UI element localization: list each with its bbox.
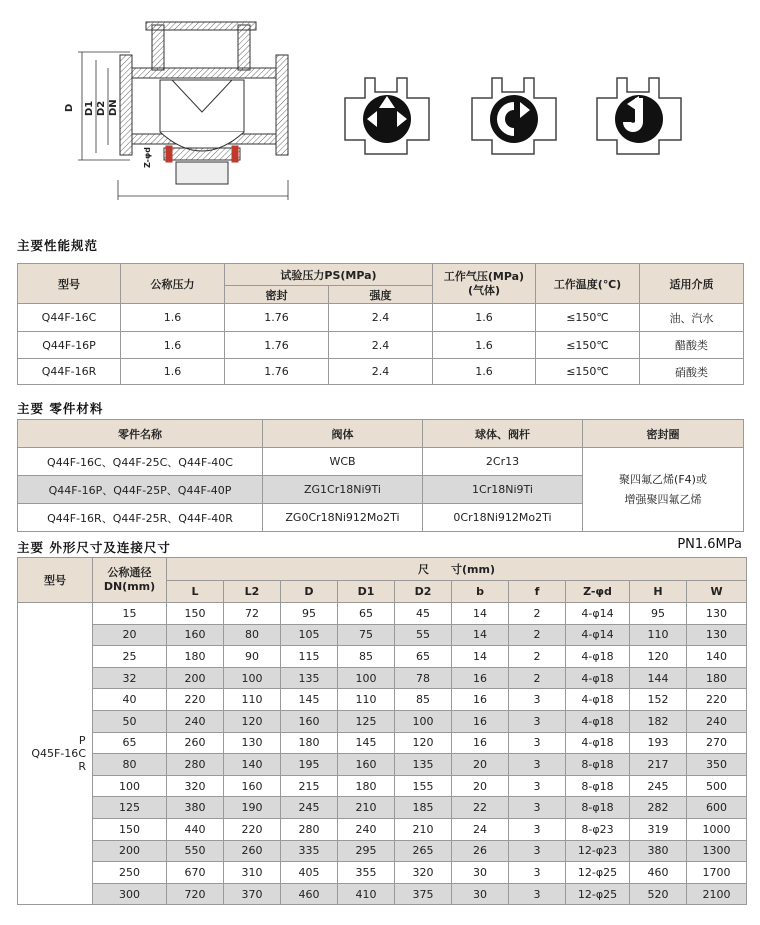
dims-cell: 320: [395, 862, 452, 884]
dims-header-dn-line2: DN(mm): [103, 580, 156, 593]
dims-cell: 3: [509, 710, 566, 732]
dims-dn-cell: 250: [93, 862, 167, 884]
dims-cell: 100: [224, 667, 281, 689]
dims-cell: 240: [338, 818, 395, 840]
dims-dn-cell: 20: [93, 624, 167, 646]
dims-cell: 380: [167, 797, 224, 819]
dims-cell: 260: [167, 732, 224, 754]
perf-header-seal: 密封: [225, 286, 329, 304]
parts-header-name: 零件名称: [18, 420, 263, 448]
dims-cell: 319: [630, 818, 687, 840]
dims-cell: 144: [630, 667, 687, 689]
dims-cell: 100: [338, 667, 395, 689]
dims-cell: 95: [281, 603, 338, 625]
performance-section-title: 主要性能规范: [17, 238, 99, 253]
dims-cell: 190: [224, 797, 281, 819]
parts-seal-line2: 增强聚四氟乙烯: [624, 492, 702, 506]
dims-cell: 180: [167, 646, 224, 668]
perf-header-strength: 强度: [329, 286, 433, 304]
dims-col-header: D1: [338, 581, 395, 603]
valve-drawings: [0, 0, 760, 230]
dims-cell: 3: [509, 754, 566, 776]
perf-cell: ≤150℃: [536, 359, 640, 385]
table-row: [18, 624, 747, 646]
dims-cell: 282: [630, 797, 687, 819]
parts-header-ball: 球体、阀杆: [423, 420, 583, 448]
dims-cell: 120: [630, 646, 687, 668]
dims-cell: 4-φ14: [566, 603, 630, 625]
parts-cell: Q44F-16C、Q44F-25C、Q44F-40C: [18, 448, 263, 476]
dims-cell: 1000: [687, 818, 747, 840]
dims-cell: 200: [167, 667, 224, 689]
flow-diagram-2: [472, 78, 556, 154]
dims-header-size: 尺 寸(mm): [167, 558, 747, 581]
dims-cell: 135: [281, 667, 338, 689]
dims-cell: 460: [630, 862, 687, 884]
performance-table: [17, 263, 744, 385]
dims-header-dn-line1: 公称通径: [107, 566, 152, 579]
parts-section-title: 主要 零件材料: [17, 401, 104, 416]
dims-cell: 22: [452, 797, 509, 819]
dims-cell: 155: [395, 775, 452, 797]
dims-cell: 130: [224, 732, 281, 754]
perf-cell: Q44F-16C: [18, 304, 121, 332]
perf-header-gas-line2: (气体): [467, 283, 501, 297]
dim-label-d1: D1: [84, 100, 95, 116]
dims-cell: 3: [509, 883, 566, 905]
perf-cell: 1.6: [433, 359, 536, 385]
dims-cell: 3: [509, 732, 566, 754]
dims-cell: 245: [281, 797, 338, 819]
table-row: [18, 754, 747, 776]
dims-cell: 145: [281, 689, 338, 711]
dims-cell: 45: [395, 603, 452, 625]
dims-cell: 20: [452, 754, 509, 776]
table-row: [18, 304, 744, 332]
dims-dn-cell: 80: [93, 754, 167, 776]
table-row: [18, 646, 747, 668]
dims-cell: 120: [395, 732, 452, 754]
dims-cell: 24: [452, 818, 509, 840]
dims-cell: 265: [395, 840, 452, 862]
table-row: [18, 689, 747, 711]
dims-dn-cell: 125: [93, 797, 167, 819]
perf-header-gas-line1: 工作气压(MPa): [443, 269, 525, 283]
dims-cell: 110: [338, 689, 395, 711]
dims-cell: 215: [281, 775, 338, 797]
perf-cell: 油、汽水: [640, 304, 744, 332]
dims-cell: 193: [630, 732, 687, 754]
table-row: [18, 332, 744, 359]
dims-cell: 240: [687, 710, 747, 732]
dim-label-d2: D2: [96, 100, 107, 116]
dims-cell: 125: [338, 710, 395, 732]
dims-cell: 440: [167, 818, 224, 840]
dims-model-suffix: R: [78, 760, 86, 774]
dims-cell: 130: [687, 624, 747, 646]
dims-cell: 3: [509, 797, 566, 819]
dims-cell: 4-φ18: [566, 689, 630, 711]
parts-cell: 0Cr18Ni912Mo2Ti: [423, 504, 583, 532]
parts-cell: WCB: [263, 448, 423, 476]
dims-col-header: b: [452, 581, 509, 603]
table-row: [18, 797, 747, 819]
dims-dn-cell: 40: [93, 689, 167, 711]
dims-cell: 14: [452, 603, 509, 625]
dims-cell: 210: [338, 797, 395, 819]
dimensions-table: [17, 557, 747, 905]
dims-cell: 550: [167, 840, 224, 862]
dims-cell: 65: [338, 603, 395, 625]
dims-cell: 3: [509, 689, 566, 711]
dims-cell: 320: [167, 775, 224, 797]
dims-cell: 8-φ18: [566, 797, 630, 819]
flow-diagram-3: [597, 78, 681, 154]
dims-cell: 85: [338, 646, 395, 668]
dims-col-header: f: [509, 581, 566, 603]
dims-cell: 110: [224, 689, 281, 711]
dims-cell: 160: [224, 775, 281, 797]
dims-cell: 65: [395, 646, 452, 668]
dims-cell: 160: [281, 710, 338, 732]
table-row: [18, 603, 747, 625]
dims-cell: 160: [167, 624, 224, 646]
dims-cell: 410: [338, 883, 395, 905]
dims-cell: 180: [687, 667, 747, 689]
dims-cell: 3: [509, 775, 566, 797]
dims-col-header: L2: [224, 581, 281, 603]
parts-table: [17, 419, 744, 532]
perf-cell: ≤150℃: [536, 332, 640, 359]
table-row: [18, 732, 747, 754]
perf-cell: 1.6: [121, 332, 225, 359]
table-row: [18, 862, 747, 884]
dims-cell: 350: [687, 754, 747, 776]
dims-dn-cell: 200: [93, 840, 167, 862]
perf-header-medium: 适用介质: [640, 264, 744, 304]
dims-cell: 405: [281, 862, 338, 884]
dims-model-prefix: Q45F-16: [31, 747, 79, 761]
parts-cell: ZG0Cr18Ni912Mo2Ti: [263, 504, 423, 532]
flow-diagram-1: [345, 78, 429, 154]
dims-cell: 95: [630, 603, 687, 625]
perf-cell: 1.6: [433, 332, 536, 359]
dims-cell: 182: [630, 710, 687, 732]
perf-cell: 1.6: [121, 304, 225, 332]
table-row: [18, 818, 747, 840]
dims-col-header: L: [167, 581, 224, 603]
dims-cell: 4-φ14: [566, 624, 630, 646]
dims-cell: 310: [224, 862, 281, 884]
dims-cell: 4-φ18: [566, 710, 630, 732]
dims-cell: 240: [167, 710, 224, 732]
table-row: [18, 710, 747, 732]
dims-cell: 370: [224, 883, 281, 905]
dims-dn-cell: 100: [93, 775, 167, 797]
dims-cell: 160: [338, 754, 395, 776]
dims-cell: 16: [452, 667, 509, 689]
perf-cell: Q44F-16R: [18, 359, 121, 385]
dims-cell: 217: [630, 754, 687, 776]
dims-cell: 26: [452, 840, 509, 862]
perf-cell: 醋酸类: [640, 332, 744, 359]
dims-cell: 2: [509, 667, 566, 689]
pressure-rating: PN1.6MPa: [677, 537, 742, 552]
dims-cell: 135: [395, 754, 452, 776]
dims-cell: 80: [224, 624, 281, 646]
perf-cell: 硝酸类: [640, 359, 744, 385]
dims-cell: 1700: [687, 862, 747, 884]
perf-header-gas: [433, 264, 536, 304]
dims-cell: 220: [224, 818, 281, 840]
parts-cell: 2Cr13: [423, 448, 583, 476]
parts-header-body: 阀体: [263, 420, 423, 448]
table-row: [18, 448, 744, 476]
table-row: [18, 840, 747, 862]
dims-dn-cell: 300: [93, 883, 167, 905]
dims-cell: 30: [452, 862, 509, 884]
dims-cell: 180: [338, 775, 395, 797]
dims-cell: 1300: [687, 840, 747, 862]
dims-cell: 270: [687, 732, 747, 754]
dims-cell: 4-φ18: [566, 646, 630, 668]
dims-cell: 380: [630, 840, 687, 862]
dims-cell: 600: [687, 797, 747, 819]
dims-cell: 78: [395, 667, 452, 689]
table-row: [18, 359, 744, 385]
dims-cell: 670: [167, 862, 224, 884]
dims-model-suffix: P: [78, 734, 86, 748]
dims-cell: 8-φ18: [566, 775, 630, 797]
dims-col-header: H: [630, 581, 687, 603]
dims-cell: 145: [338, 732, 395, 754]
dims-model-suffixes: [78, 734, 86, 773]
dims-cell: 150: [167, 603, 224, 625]
dims-cell: 100: [395, 710, 452, 732]
dim-label-dn: DN: [108, 99, 119, 116]
dims-cell: 295: [338, 840, 395, 862]
dims-cell: 2: [509, 603, 566, 625]
dims-cell: 14: [452, 624, 509, 646]
perf-cell: 1.76: [225, 332, 329, 359]
dims-col-header: W: [687, 581, 747, 603]
parts-cell: ZG1Cr18Ni9Ti: [263, 476, 423, 504]
dims-cell: 55: [395, 624, 452, 646]
dims-model-cell: [18, 603, 93, 905]
dims-model-suffix: C: [78, 747, 86, 761]
dims-cell: 8-φ18: [566, 754, 630, 776]
dims-cell: 210: [395, 818, 452, 840]
dims-cell: 105: [281, 624, 338, 646]
dims-cell: 180: [281, 732, 338, 754]
perf-cell: ≤150℃: [536, 304, 640, 332]
dims-cell: 375: [395, 883, 452, 905]
dims-cell: 115: [281, 646, 338, 668]
dim-label-d: D: [64, 103, 75, 112]
dims-cell: 720: [167, 883, 224, 905]
dims-cell: 140: [687, 646, 747, 668]
perf-cell: 1.76: [225, 359, 329, 385]
perf-cell: 1.6: [433, 304, 536, 332]
dims-cell: 110: [630, 624, 687, 646]
dims-header-model: 型号: [18, 558, 93, 603]
perf-header-test: 试验压力PS(MPa): [225, 264, 433, 286]
dims-cell: 12-φ23: [566, 840, 630, 862]
dims-cell: 20: [452, 775, 509, 797]
dims-dn-cell: 50: [93, 710, 167, 732]
dims-cell: 245: [630, 775, 687, 797]
dims-dn-cell: 65: [93, 732, 167, 754]
dims-cell: 2: [509, 624, 566, 646]
table-row: [18, 775, 747, 797]
dims-dn-cell: 32: [93, 667, 167, 689]
dims-cell: 30: [452, 883, 509, 905]
dims-cell: 520: [630, 883, 687, 905]
parts-header-seal: 密封圈: [583, 420, 744, 448]
perf-cell: 2.4: [329, 304, 433, 332]
dims-cell: 72: [224, 603, 281, 625]
dims-cell: 260: [224, 840, 281, 862]
dims-dn-cell: 15: [93, 603, 167, 625]
perf-cell: Q44F-16P: [18, 332, 121, 359]
dims-cell: 355: [338, 862, 395, 884]
dims-cell: 220: [167, 689, 224, 711]
parts-seal-cell: [583, 448, 744, 532]
dims-cell: 85: [395, 689, 452, 711]
perf-header-nominal: 公称压力: [121, 264, 225, 304]
dims-cell: 3: [509, 862, 566, 884]
dims-cell: 12-φ25: [566, 883, 630, 905]
perf-header-temp: 工作温度(℃): [536, 264, 640, 304]
dims-section-title: 主要 外形尺寸及连接尺寸: [17, 540, 171, 555]
dims-cell: 220: [687, 689, 747, 711]
table-row: [18, 667, 747, 689]
dims-cell: 4-φ18: [566, 667, 630, 689]
dims-cell: 90: [224, 646, 281, 668]
dims-col-header: D2: [395, 581, 452, 603]
dims-cell: 8-φ23: [566, 818, 630, 840]
dims-cell: 460: [281, 883, 338, 905]
parts-cell: Q44F-16P、Q44F-25P、Q44F-40P: [18, 476, 263, 504]
parts-seal-line1: 聚四氟乙烯(F4)或: [619, 472, 707, 486]
parts-cell: Q44F-16R、Q44F-25R、Q44F-40R: [18, 504, 263, 532]
dims-dn-cell: 150: [93, 818, 167, 840]
dims-cell: 195: [281, 754, 338, 776]
dims-cell: 16: [452, 732, 509, 754]
dims-dn-cell: 25: [93, 646, 167, 668]
dims-header-dn: [93, 558, 167, 603]
dims-cell: 3: [509, 818, 566, 840]
dims-cell: 500: [687, 775, 747, 797]
parts-cell: 1Cr18Ni9Ti: [423, 476, 583, 504]
dims-cell: 185: [395, 797, 452, 819]
dims-col-header: D: [281, 581, 338, 603]
dims-cell: 16: [452, 689, 509, 711]
dims-cell: 152: [630, 689, 687, 711]
dims-cell: 12-φ25: [566, 862, 630, 884]
dims-cell: 75: [338, 624, 395, 646]
dims-cell: 280: [167, 754, 224, 776]
dims-cell: 2100: [687, 883, 747, 905]
dims-cell: 3: [509, 840, 566, 862]
dims-cell: 335: [281, 840, 338, 862]
table-row: [18, 883, 747, 905]
dims-cell: 140: [224, 754, 281, 776]
perf-cell: 1.76: [225, 304, 329, 332]
dims-cell: 4-φ18: [566, 732, 630, 754]
dims-cell: 16: [452, 710, 509, 732]
dims-cell: 120: [224, 710, 281, 732]
dims-cell: 130: [687, 603, 747, 625]
bolt-label: Z-φd: [143, 147, 152, 168]
dims-cell: 280: [281, 818, 338, 840]
dims-cell: 14: [452, 646, 509, 668]
perf-header-model: 型号: [18, 264, 121, 304]
dims-col-header: Z-φd: [566, 581, 630, 603]
perf-cell: 2.4: [329, 332, 433, 359]
perf-cell: 2.4: [329, 359, 433, 385]
dims-cell: 2: [509, 646, 566, 668]
valve-section-drawing: [64, 22, 288, 200]
perf-cell: 1.6: [121, 359, 225, 385]
